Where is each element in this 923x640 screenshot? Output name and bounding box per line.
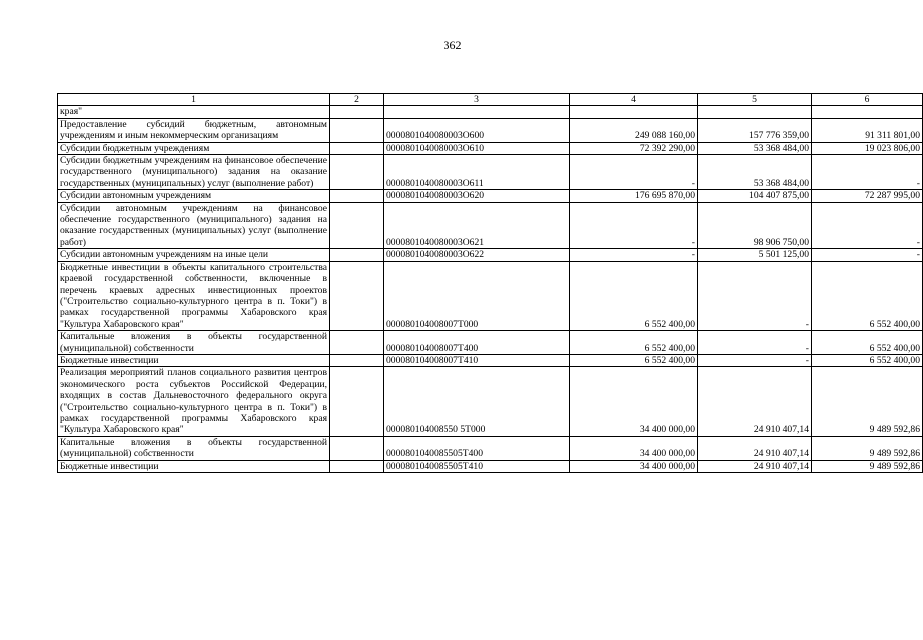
row-value-4	[570, 106, 698, 118]
row-col2	[330, 460, 384, 472]
row-col2	[330, 354, 384, 366]
header-cell-3: 3	[384, 94, 570, 106]
table-row	[58, 249, 923, 261]
row-description: края"	[58, 106, 330, 118]
row-col2	[330, 202, 384, 249]
table-row	[58, 354, 923, 366]
row-value-6: 6 552 400,00	[812, 354, 923, 366]
row-value-5: 24 910 407,14	[698, 436, 812, 460]
row-value-6: 9 489 592,86	[812, 436, 923, 460]
row-code: 000080104008007Т400	[384, 331, 570, 355]
row-value-4: -	[570, 155, 698, 190]
row-value-6: 9 489 592,86	[812, 460, 923, 472]
row-value-6	[812, 106, 923, 118]
row-description: Субсидии автономным учреждениям на иные цели	[58, 249, 330, 261]
row-code: 0000801040080003О620	[384, 190, 570, 202]
row-description: Капитальные вложения в объекты государственной (муниципальной) собственности	[58, 331, 330, 355]
row-value-4: 72 392 290,00	[570, 142, 698, 154]
row-code: 0000801040080003О621	[384, 202, 570, 249]
budget-table	[57, 93, 923, 473]
table-row	[58, 202, 923, 249]
row-value-4: 6 552 400,00	[570, 261, 698, 330]
row-col2	[330, 142, 384, 154]
row-col2	[330, 249, 384, 261]
row-value-5: -	[698, 261, 812, 330]
row-code: 000080104008007Т000	[384, 261, 570, 330]
row-value-4: 176 695 870,00	[570, 190, 698, 202]
row-value-5: 5 501 125,00	[698, 249, 812, 261]
row-description: Предоставление субсидий бюджетным, автономным учреждениям и иным некоммерческим организациям	[58, 118, 330, 142]
row-col2	[330, 155, 384, 190]
row-value-5: 98 906 750,00	[698, 202, 812, 249]
table-row	[58, 118, 923, 142]
row-description: Субсидии бюджетным учреждениям	[58, 142, 330, 154]
row-value-4: 34 400 000,00	[570, 367, 698, 436]
row-value-5: 104 407 875,00	[698, 190, 812, 202]
table-row	[58, 190, 923, 202]
row-col2	[330, 436, 384, 460]
table-row	[58, 142, 923, 154]
header-cell-6: 6	[812, 94, 923, 106]
header-cell-1: 1	[58, 94, 330, 106]
row-code: 0000801040085505Т400	[384, 436, 570, 460]
header-cell-4: 4	[570, 94, 698, 106]
row-value-5: -	[698, 331, 812, 355]
row-value-5: -	[698, 354, 812, 366]
row-description: Реализация мероприятий планов социального развития центров экономического роста субъектов Российской Федерации, входящих в состав Дальневосточного федерального округа ("Строительство социально-культурного центра в п. Токи") в рамках государственной программы Хабаровского края "Культура Хабаровского края"	[58, 367, 330, 436]
header-row	[58, 94, 923, 106]
row-value-4: 6 552 400,00	[570, 354, 698, 366]
page-number: 362	[443, 38, 462, 52]
row-value-4: -	[570, 202, 698, 249]
row-value-5: 53 368 484,00	[698, 142, 812, 154]
row-code: 0000801040080003О622	[384, 249, 570, 261]
row-value-6: -	[812, 155, 923, 190]
row-description: Субсидии автономным учреждениям	[58, 190, 330, 202]
table-row	[58, 331, 923, 355]
row-value-5	[698, 106, 812, 118]
row-description: Бюджетные инвестиции	[58, 460, 330, 472]
row-col2	[330, 190, 384, 202]
row-col2	[330, 261, 384, 330]
row-value-6: 72 287 995,00	[812, 190, 923, 202]
row-value-5: 53 368 484,00	[698, 155, 812, 190]
row-col2	[330, 118, 384, 142]
header-cell-2: 2	[330, 94, 384, 106]
row-value-4: 249 088 160,00	[570, 118, 698, 142]
row-value-4: 34 400 000,00	[570, 436, 698, 460]
row-value-4: -	[570, 249, 698, 261]
row-description: Субсидии автономным учреждениям на финансовое обеспечение государственного (муниципального) задания на оказание государственных (муниципальных) услуг (выполнение работ)	[58, 202, 330, 249]
table-row	[58, 460, 923, 472]
row-value-4: 34 400 000,00	[570, 460, 698, 472]
table-row	[58, 155, 923, 190]
header-cell-5: 5	[698, 94, 812, 106]
row-description: Бюджетные инвестиции	[58, 354, 330, 366]
row-code: 0000801040080003О611	[384, 155, 570, 190]
row-code: 000080104008007Т410	[384, 354, 570, 366]
row-col2	[330, 106, 384, 118]
row-value-6: 19 023 806,00	[812, 142, 923, 154]
row-value-6: 91 311 801,00	[812, 118, 923, 142]
row-code: 000080104008550 5Т000	[384, 367, 570, 436]
row-value-6: 9 489 592,86	[812, 367, 923, 436]
row-value-5: 24 910 407,14	[698, 367, 812, 436]
row-description: Субсидии бюджетным учреждениям на финансовое обеспечение государственного (муниципального) задания на оказание государственных (муниципальных) услуг (выполнение работ)	[58, 155, 330, 190]
row-description: Бюджетные инвестиции в объекты капитального строительства краевой государственной собственности, включенные в перечень краевых адресных инвестиционных проектов ("Строительство социально-культурного центра в п. Токи") в рамках государственной программы Хабаровского края "Культура Хабаровского края"	[58, 261, 330, 330]
row-code: 0000801040085505Т410	[384, 460, 570, 472]
table-row	[58, 436, 923, 460]
row-col2	[330, 331, 384, 355]
row-value-6: -	[812, 202, 923, 249]
table-row	[58, 106, 923, 118]
row-code	[384, 106, 570, 118]
row-value-4: 6 552 400,00	[570, 331, 698, 355]
table-row	[58, 261, 923, 330]
row-code: 0000801040080003О600	[384, 118, 570, 142]
row-value-6: -	[812, 249, 923, 261]
row-code: 0000801040080003О610	[384, 142, 570, 154]
row-value-5: 157 776 359,00	[698, 118, 812, 142]
row-description: Капитальные вложения в объекты государственной (муниципальной) собственности	[58, 436, 330, 460]
row-value-6: 6 552 400,00	[812, 261, 923, 330]
row-value-6: 6 552 400,00	[812, 331, 923, 355]
row-value-5: 24 910 407,14	[698, 460, 812, 472]
table-row	[58, 367, 923, 436]
row-col2	[330, 367, 384, 436]
